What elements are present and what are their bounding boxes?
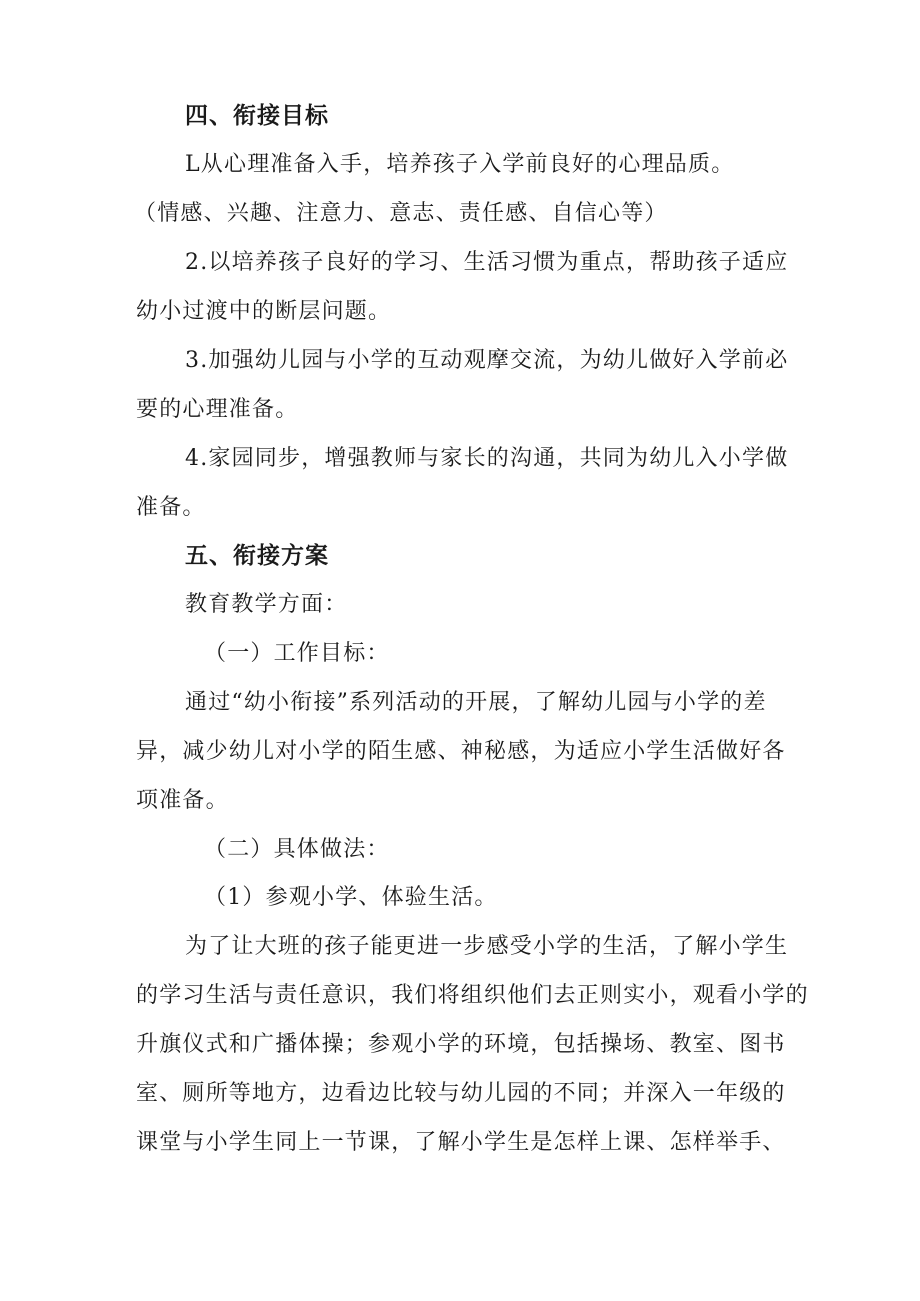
section-heading-5: 五、衔接方案	[185, 543, 329, 569]
paragraph-line: 幼小过渡中的断层问题。	[136, 299, 392, 324]
paragraph-line: 教育教学方面：	[185, 592, 348, 617]
section-heading-4: 四、衔接目标	[185, 103, 329, 129]
paragraph-line: L从心理准备入手，培养孩子入学前良好的心理品质。	[185, 152, 735, 177]
paragraph-line: 准备。	[136, 495, 206, 520]
paragraph-line: 异，减少幼儿对小学的陌生感、神秘感，为适应小学生活做好各	[136, 739, 786, 764]
paragraph-line: 3.加强幼儿园与小学的互动观摩交流，为幼儿做好入学前必	[185, 348, 789, 373]
paragraph-line: （二）具体做法：	[204, 837, 390, 862]
paragraph-line: （1）参观小学、体验生活。	[204, 885, 498, 910]
paragraph-line: 项准备。	[136, 788, 229, 813]
paragraph-line: （情感、兴趣、注意力、意志、责任感、自信心等）	[134, 201, 668, 226]
paragraph-line: 通过“幼小衔接”系列活动的开展，了解幼儿园与小学的差	[185, 690, 767, 715]
paragraph-line: 4.家园同步，增强教师与家长的沟通，共同为幼儿入小学做	[185, 446, 789, 471]
paragraph-line: 的学习生活与责任意识，我们将组织他们去正则实小，观看小学的	[136, 983, 809, 1008]
paragraph-line: 升旗仪式和广播体操；参观小学的环境，包括操场、教室、图书	[136, 1032, 786, 1057]
paragraph-line: 课堂与小学生同上一节课，了解小学生是怎样上课、怎样举手、	[136, 1130, 786, 1155]
paragraph-line: 为了让大班的孩子能更进一步感受小学的生活，了解小学生	[185, 934, 789, 959]
paragraph-line: 要的心理准备。	[136, 397, 299, 422]
paragraph-line: 室、厕所等地方，边看边比较与幼儿园的不同；并深入一年级的	[136, 1081, 786, 1106]
paragraph-line: 2.以培养孩子良好的学习、生活习惯为重点，帮助孩子适应	[185, 250, 789, 275]
paragraph-line: （一）工作目标：	[204, 641, 390, 666]
